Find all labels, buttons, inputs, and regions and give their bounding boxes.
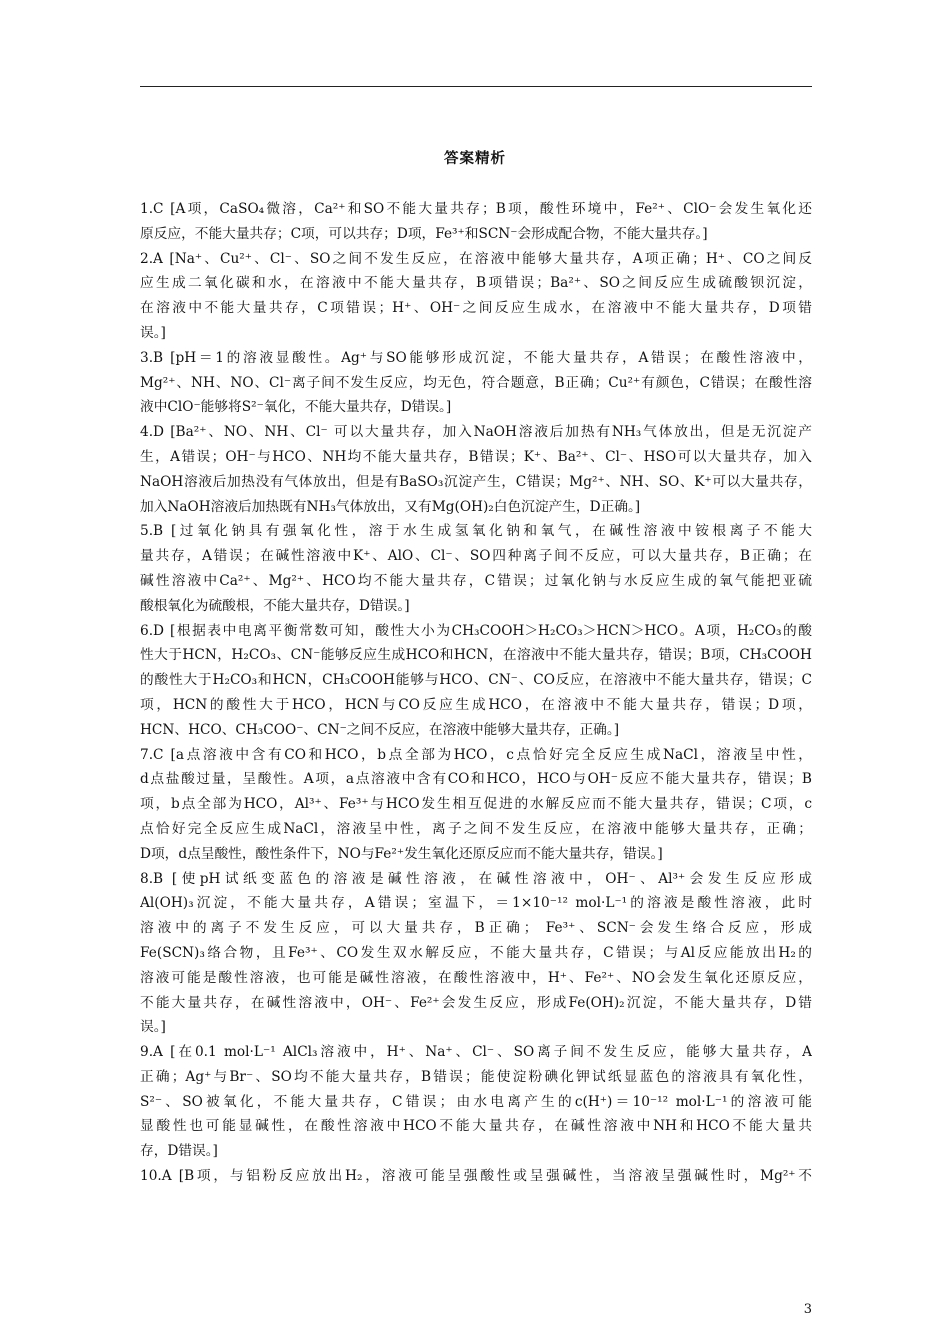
text-line: Fe(SCN)₃络合物，且Fe³⁺、CO发生双水解反应，不能大量共存，C错误；与Al反应能放出H₂的 [140,944,812,961]
text-line: 8.B [使pH试纸变蓝色的溶液是碱性溶液，在碱性溶液中，OH⁻、Al³⁺会发生反应形成 [140,870,812,887]
text-line: 的酸性大于H₂CO₃和HCN，CH₃COOH能够与HCO、CN⁻、CO反应，在溶液中不能大量共存，错误；C [140,672,812,689]
text-line: 7.C [a点溶液中含有CO和HCO，b点全部为HCO，c点恰好完全反应生成NaCl，溶液呈中性， [140,746,812,763]
text-line: HCN、HCO、CH₃COO⁻、CN⁻之间不反应，在溶液中能够大量共存，正确。] [140,721,620,738]
text-line: 酸根氧化为硫酸根，不能大量共存，D错误。] [140,597,410,614]
text-line: 2.A [Na⁺、Cu²⁺、Cl⁻、SO之间不发生反应，在溶液中能够大量共存，A项正确；H⁺、CO之间反 [140,250,812,267]
text-line: 10.A [B项，与铝粉反应放出H₂，溶液可能呈强酸性或呈强碱性，当溶液呈强碱性时，Mg²⁺不 [140,1168,812,1185]
text-line: 溶液中的离子不发生反应，可以大量共存，B正确； Fe³⁺、SCN⁻会发生络合反应，形成 [140,920,812,937]
page-title: 答案精析 [444,151,506,167]
header-rule [140,86,812,87]
text-line: 生，A错误；OH⁻与HCO、NH均不能大量共存，B错误；K⁺、Ba²⁺、Cl⁻、HSO可以大量共存，加入 [140,448,812,465]
text-line: 溶液可能是酸性溶液，也可能是碱性溶液，在酸性溶液中，H⁺、Fe²⁺、NO会发生氧化还原反应， [140,969,812,986]
text-line: S²⁻、SO被氧化，不能大量共存，C错误；由水电离产生的c(H⁺)＝10⁻¹² mol·L⁻¹的溶液可能 [140,1093,812,1110]
text-line: 误。] [140,324,166,341]
text-line: 原反应，不能大量共存；C项，可以共存；D项，Fe³⁺和SCN⁻会形成配合物，不能大量共存。] [140,225,708,242]
text-line: 不能大量共存，在碱性溶液中，OH⁻、Fe²⁺会发生反应，形成Fe(OH)₂沉淀，不能大量共存，D错 [140,994,812,1011]
text-line: 显酸性也可能显碱性，在酸性溶液中HCO不能大量共存，在碱性溶液中NH和HCO不能大量共 [140,1118,812,1135]
text-line: 正确；Ag⁺与Br⁻、SO均不能大量共存，B错误；能使淀粉碘化钾试纸显蓝色的溶液具有氧化性， [140,1068,812,1085]
text-line: 4.D [Ba²⁺、NO、NH、Cl⁻ 可以大量共存，加入NaOH溶液后加热有NH₃气体放出，但是无沉淀产 [140,424,812,441]
text-line: 应生成二氧化碳和水，在溶液中不能大量共存，B项错误；Ba²⁺、SO之间反应生成硫酸钡沉淀， [140,275,812,292]
text-line: 液中ClO⁻能够将S²⁻氧化，不能大量共存，D错误。] [140,399,452,416]
answer-text-body [140,197,812,1189]
text-line: 加入NaOH溶液后加热既有NH₃气体放出，又有Mg(OH)₂白色沉淀产生，D正确。] [140,498,641,515]
text-line: 在溶液中不能大量共存，C项错误；H⁺、OH⁻之间反应生成水，在溶液中不能大量共存，D项错 [140,300,812,317]
text-line: 碱性溶液中Ca²⁺、Mg²⁺、HCO均不能大量共存，C错误；过氧化钠与水反应生成的氧气能把亚硫 [140,572,812,589]
text-line: d点盐酸过量，呈酸性。A项，a点溶液中含有CO和HCO，HCO与OH⁻反应不能大量共存，错误；B [140,771,812,788]
text-line: 项，b点全部为HCO，Al³⁺、Fe³⁺与HCO发生相互促进的水解反应而不能大量共存，错误；C项，c [140,796,812,813]
page-number: 3 [803,1302,812,1317]
text-line: 性大于HCN，H₂CO₃、CN⁻能够反应生成HCO和HCN，在溶液中不能大量共存，错误；B项，CH₃COOH [140,647,812,664]
text-line: Al(OH)₃沉淀，不能大量共存，A错误；室温下，＝1×10⁻¹² mol·L⁻¹的溶液是酸性溶液，此时 [140,895,812,912]
text-line: NaOH溶液后加热没有气体放出，但是有BaSO₃沉淀产生，C错误；Mg²⁺、NH、SO、K⁺可以大量共存， [140,473,812,490]
text-line: 点恰好完全反应生成NaCl，溶液呈中性，离子之间不发生反应，在溶液中能够大量共存，正确； [140,820,812,837]
text-line: 6.D [根据表中电离平衡常数可知，酸性大小为CH₃COOH＞H₂CO₃＞HCN＞HCO。A项，H₂CO₃的酸 [140,622,812,639]
text-line: 9.A [在0.1 mol·L⁻¹ AlCl₃溶液中，H⁺、Na⁺、Cl⁻、SO离子间不发生反应，能够大量共存，A [140,1044,812,1061]
text-line: 项，HCN的酸性大于HCO，HCN与CO反应生成HCO，在溶液中不能大量共存，错误；D项， [140,696,812,713]
text-line: 5.B [过氧化钠具有强氧化性，溶于水生成氢氧化钠和氧气，在碱性溶液中铵根离子不能大 [140,523,812,540]
text-line: 1.C [A项，CaSO₄微溶，Ca²⁺和SO不能大量共存；B项，酸性环境中，Fe²⁺、ClO⁻会发生氧化还 [140,201,812,217]
text-line: Mg²⁺、NH、NO、Cl⁻离子间不发生反应，均无色，符合题意，B正确；Cu²⁺有颜色，C错误；在酸性溶 [140,374,812,391]
text-line: 存，D错误。] [140,1143,218,1160]
text-line: D项，d点呈酸性，酸性条件下，NO与Fe²⁺发生氧化还原反应而不能大量共存，错误。] [140,845,663,862]
text-line: 量共存，A错误；在碱性溶液中K⁺、AlO、Cl⁻、SO四种离子间不反应，可以大量共存，B正确；在 [140,548,812,565]
text-line: 误。] [140,1019,166,1036]
text-line: 3.B [pH＝1的溶液显酸性。Ag⁺与SO能够形成沉淀，不能大量共存，A错误；在酸性溶液中， [140,349,812,366]
